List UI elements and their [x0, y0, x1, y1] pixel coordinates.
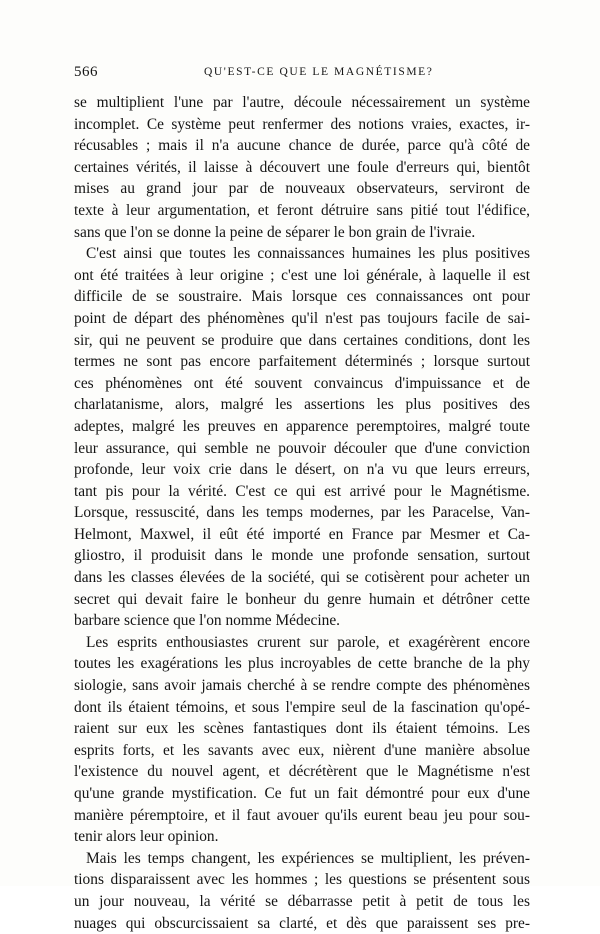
text-line: se multiplient l'une par l'autre, découle nécessairement un système [74, 94, 530, 111]
text-line: ont été traitées à leur origine ; c'est une loi générale, à laquelle il est [74, 266, 530, 284]
text-line: texte à leur argumentation, et feront détruire sans pitié tout l'édifice, [74, 201, 530, 219]
text-line: dans les classes élevées de la société, qui se cotisèrent pour acheter un [74, 569, 530, 587]
text-line: sir, qui ne peuvent se produire que dans certaines conditions, dont les [74, 331, 530, 349]
text-line: ces phénomènes ont été souvent convaincus d'impuissance et de [74, 374, 530, 392]
text-line: leur assurance, qui semble ne pouvoir découler que d'une conviction [74, 439, 530, 457]
text-line: tenir alors leur opinion. [74, 828, 219, 846]
text-line: termes ne sont pas encore parfaitement déterminés ; lorsque surtout [74, 353, 530, 371]
text-line: manière péremptoire, et il faut avouer qu'ils eurent beau jeu pour sou- [74, 806, 530, 824]
page-header [74, 64, 530, 86]
text-line: Les esprits enthousiastes crurent sur parole, et exagérèrent encore [86, 633, 530, 651]
text-line: tant pis pour la vérité. C'est ce qui est arrivé pour le Magnétisme. [74, 482, 530, 500]
text-line: secret qui devait faire le bonheur du genre humain et détrôner cette [74, 590, 530, 608]
text-line: mises au grand jour par de nouveaux observateurs, serviront de [74, 180, 530, 198]
page-number: 566 [74, 64, 98, 80]
text-line: gliostro, il produisit dans le monde une profonde sensation, surtout [74, 547, 530, 565]
text-line: adeptes, malgré les preuves en apparence peremptoires, malgré toute [74, 417, 530, 435]
text-line: difficile de se soustraire. Mais lorsque ces connaissances ont pour [74, 288, 530, 306]
text-line: un jour nouveau, la vérité se débarrasse petit à petit de tous les [74, 892, 530, 910]
text-line: dont ils étaient témoins, et sous l'empire seul de la fascination qu'opé- [74, 698, 530, 716]
text-line: raient sur eux les scènes fantastiques dont ils étaient témoins. Les [74, 720, 530, 738]
text-line: tions disparaissent avec les hommes ; les questions se présentent sous [74, 871, 530, 889]
text-line: toutes les exagérations les plus incroyables de cette branche de la phy [74, 655, 530, 673]
text-line: charlatanisme, alors, malgré les assertions les plus positives des [74, 396, 530, 414]
running-head: QU'EST-CE QUE LE MAGNÉTISME? [204, 66, 434, 78]
text-line: siologie, sans avoir jamais cherché à se rendre compte des phénomènes [74, 677, 530, 695]
text-line: profonde, leur voix crie dans le désert, on n'a vu que leurs erreurs, [74, 461, 530, 479]
text-line: nuages qui obscurcissaient sa clarté, et dès que paraissent ses pre- [74, 914, 530, 932]
body-text [74, 92, 530, 934]
text-line: barbare science que l'on nomme Médecine. [74, 612, 341, 630]
text-line: récusables ; mais il n'a aucune chance de durée, parce qu'à côté de [74, 137, 530, 155]
text-line: qu'une grande mystification. Ce fut un fait démontré pour eux d'une [74, 785, 530, 802]
text-line: sans que l'on se donne la peine de séparer le bon grain de l'ivraie. [74, 223, 476, 241]
text-line: point de départ des phénomènes qu'il n'est pas toujours facile de sai- [74, 309, 530, 327]
text-line: Mais les temps changent, les expériences se multiplient, les préven- [86, 849, 530, 867]
text-line: Lorsque, ressuscité, dans les temps modernes, par les Paracelse, Van- [74, 504, 530, 522]
text-line: incomplet. Ce système peut renfermer des notions vraies, exactes, ir- [74, 115, 530, 133]
text-line: C'est ainsi que toutes les connaissances humaines les plus positives [86, 245, 530, 263]
text-line: certaines vérités, il laisse à découvert une foule d'erreurs qui, bientôt [74, 158, 530, 176]
text-line: l'existence du nouvel agent, et décrétèrent que le Magnétisme n'est [74, 763, 530, 781]
text-line: Helmont, Maxwel, il eût été importé en France par Mesmer et Ca- [74, 525, 530, 543]
text-line: esprits forts, et les savants avec eux, nièrent d'une manière absolue [74, 741, 530, 759]
